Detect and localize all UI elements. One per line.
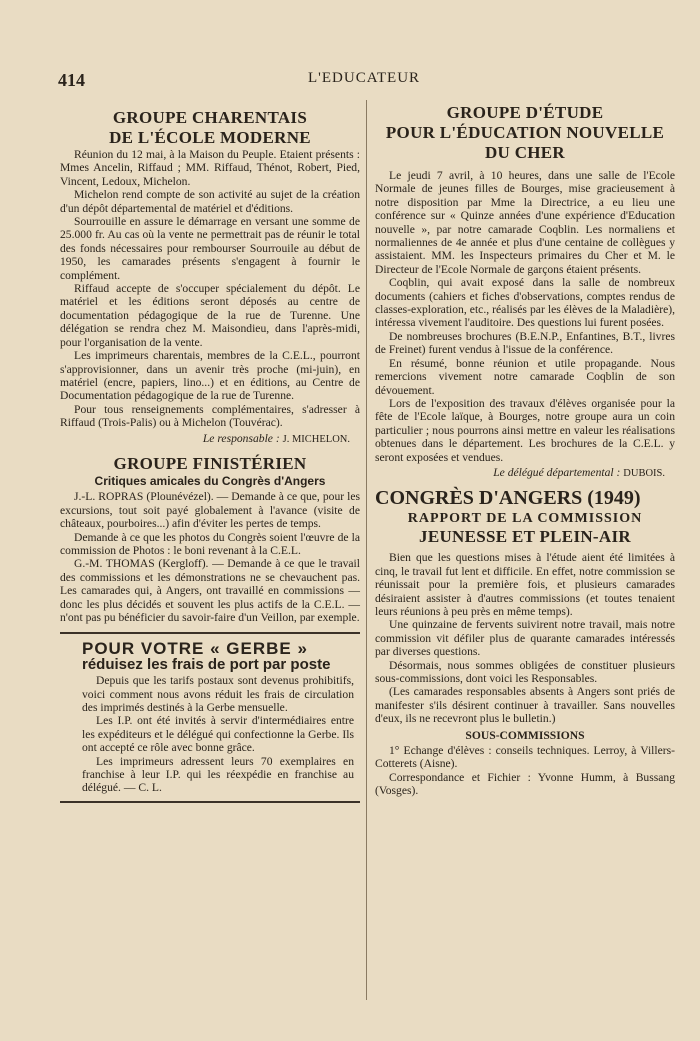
article-cher <box>375 103 675 480</box>
list-item: Correspondance et Fichier : Yvonne Humm, à Bussang (Vosges). <box>375 770 675 798</box>
paragraph: Riffaud accepte de s'occuper spécialement du dépôt. Le matériel et les éditions seront déposés au centre de documentation pédagogique de la rue de Turenne. Une délégation se rendra chez M. Maisondieu, dans l'après-midi, pour l'organisation de la vente. <box>60 282 360 349</box>
page-header <box>58 70 660 94</box>
paragraph: Bien que les questions mises à l'étude aient été limitées à cinq, le travail fut lent et difficile. En effet, notre commission se réunissait pour la première fois, et plusieurs camarades désiraient assister à d'autres commissions (et toutes tenaient leurs réunions à peu près en même temps). <box>375 551 675 618</box>
article-finisterien <box>60 454 360 624</box>
paragraph: Demande à ce que les photos du Congrès soient l'œuvre de la commission de Photos : le boni revenant à la C.E.L. <box>60 530 360 557</box>
paragraph: (Les camarades responsables absents à Angers sont priés de manifester s'ils désirent continuer à travailler. Sans nouvelles d'eux, ils ne recevront plus le bulletin.) <box>375 685 675 726</box>
article-gerbe <box>60 632 360 802</box>
paragraph: Les I.P. ont été invités à servir d'intermédiaires entre les expéditeurs et le délégué qui confectionne la Gerbe. Ils ont accepté ce rôle avec bonne grâce. <box>82 714 354 755</box>
right-column <box>375 103 675 798</box>
paragraph: Pour tous renseignements complémentaires, s'adresser à Riffaud (Trois-Palis) ou à Michelon (Touvérac). <box>60 402 360 430</box>
article-title: GROUPE FINISTÉRIEN <box>113 453 307 473</box>
article-title-line3: DU CHER <box>484 143 566 162</box>
left-column <box>60 108 360 803</box>
section-heading: SOUS-COMMISSIONS <box>465 728 585 742</box>
paragraph: G.-M. THOMAS (Kergloff). — Demande à ce que le travail des commissions et les démonstrations ne se chevauchent pas. Les camarades qui, à Angers, ont travaillé en commissions — donc les plus décidés et souvent les plus actifs de la C.E.L. — n'ont pas pu bénéficier du savoir-faire d'un Veillon, par exemple. <box>60 557 360 624</box>
paragraph: Réunion du 12 mai, à la Maison du Peuple. Etaient présents : Mmes Ancelin, Riffaud ; MM. Riffaud, Thénot, Robert, Pied, Vincent, Ledoux, Michelon. <box>60 148 360 188</box>
signature <box>60 432 350 446</box>
paragraph: Sourrouille en assure le démarrage en versant une somme de 25.000 fr. Au cas où la vente ne permettrait pas de réunir le total des fonds nécessaires pour rembourser Sourrouile au début de 1950, les camarades présents s'engagent à fournir le complément. <box>60 215 360 282</box>
article-congres <box>375 486 675 797</box>
page-number: 414 <box>58 70 85 90</box>
paragraph: De nombreuses brochures (B.E.N.P., Enfantines, B.T., livres de Freinet) furent vendus à l'issue de la conférence. <box>375 329 675 357</box>
signature-role: Le responsable : <box>202 431 280 445</box>
article-title: GROUPE D'ÉTUDE <box>446 103 604 122</box>
paragraph: Désormais, nous sommes obligées de constituer plusieurs sous-commissions, dont voici les Responsables. <box>375 658 675 685</box>
article-charentais <box>60 108 360 446</box>
paragraph: Une quinzaine de fervents suivirent notre travail, mais notre commission vit défiler plus de quarante camarades intéressés par diverses questions. <box>375 618 675 659</box>
paragraph: En résumé, bonne réunion et utile propagande. Nous remercions vivement notre camarade Coqblin de son dévouement. <box>375 356 675 397</box>
column-divider <box>366 100 367 1000</box>
signature-role: Le délégué départemental : <box>493 465 621 479</box>
paragraph: Les imprimeurs adressent leurs 70 exemplaires en franchise à leur I.P. qui les réexpédie en franchise au délégué. — C. L. <box>82 754 354 795</box>
paragraph: Michelon rend compte de son activité au sujet de la création d'un dépôt départemental de matériel et d'éditions. <box>60 188 360 215</box>
signature-name: J. MICHELON. <box>282 433 350 445</box>
article-title-line2: DE L'ÉCOLE MODERNE <box>109 128 311 147</box>
article-title: GROUPE CHARENTAIS <box>112 108 308 127</box>
paragraph: J.-L. ROPRAS (Plounévézel). — Demande à ce que, pour les excursions, tout soit payé globalement à l'avance (visite de châteaux, pourboires...) afin d'éviter les pertes de temps. <box>60 490 360 531</box>
signature <box>375 466 665 480</box>
article-subtitle-line2: JEUNESSE ET PLEIN-AIR <box>419 527 631 547</box>
signature-name: DUBOIS. <box>623 467 665 479</box>
paragraph: Le jeudi 7 avril, à 10 heures, dans une salle de l'Ecole Normale de jeunes filles de Bourges, mise gracieusement à notre disposition par Mme la Directrice, a eu lieu une conférence sur « Quinze années d'une expérience d'Education nouvelle », par notre camarade Coqblin. Les normaliens et normaliennes de 4e année et plus d'une centaine de collègues y assistaient. MM. les Inspecteurs primaires du Cher et M. le Directeur de l'Ecole Normale de garçons étaient présents. <box>375 169 675 276</box>
paragraph: Lors de l'exposition des travaux d'élèves organisée pour la fête de l'Ecole laïque, à Bourges, notre groupe aura un coin particulier ; nous pourrons ainsi mettre en valeur les réalisations obtenues dans le département. Les brochures de la C.E.L. y seront exposées et vendues. <box>375 396 675 464</box>
article-subtitle: réduisez les frais de port par poste <box>82 655 331 673</box>
article-title: CONGRÈS D'ANGERS (1949) <box>375 487 641 510</box>
paragraph: Depuis que les tarifs postaux sont devenus prohibitifs, voici comment nous avons réduit les frais de circulation des imprimés destinés à la Gerbe mensuelle. <box>82 674 354 715</box>
paragraph: Les imprimeurs charentais, membres de la C.E.L., pourront s'approvisionner, dans un avenir très proche (mi-juin), en matériel (encre, papiers, lino...) et en éditions, au Centre de Documentation pédagogique de la rue de Turenne. <box>60 349 360 403</box>
article-subtitle: Critiques amicales du Congrès d'Angers <box>94 473 326 488</box>
article-title-line2: POUR L'ÉDUCATION NOUVELLE <box>385 123 665 142</box>
paragraph: Coqblin, qui avait exposé dans la salle de nombreux documents (cahiers et fiches d'observations, comptes rendus de classes-exploration, etc., réalisés par les élèves de la Maladière), intéressa vivement l'auditoire. Des questions lui furent posées. <box>375 276 675 330</box>
article-subtitle: RAPPORT DE LA COMMISSION <box>407 511 643 527</box>
list-item: 1° Echange d'élèves : conseils techniques. Lerroy, à Villers-Cotterets (Aisne). <box>375 744 675 771</box>
journal-title: L'EDUCATEUR <box>308 70 421 86</box>
article-title: POUR VOTRE « GERBE » <box>82 639 308 659</box>
